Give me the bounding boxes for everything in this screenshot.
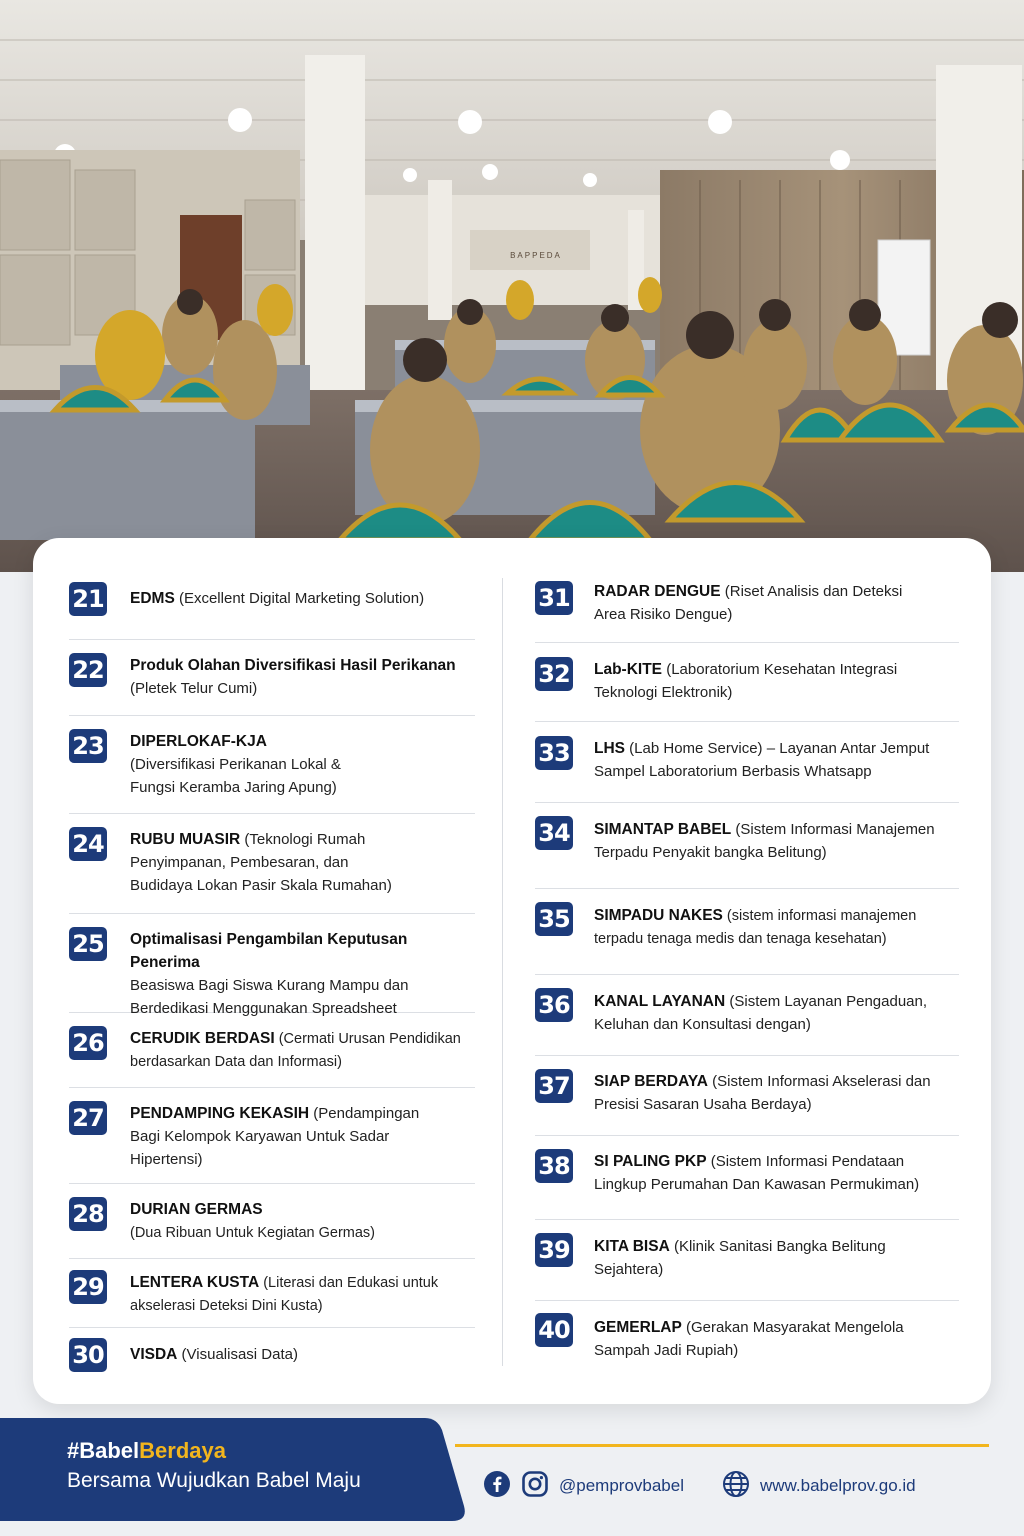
item-text — [594, 580, 914, 626]
item-title: LENTERA KUSTA — [130, 1274, 260, 1291]
innovation-list-card — [33, 538, 991, 1404]
list-item — [535, 1300, 959, 1370]
hashtag-highlight: Berdaya — [139, 1438, 226, 1463]
hashtag-prefix: #Babel — [67, 1438, 140, 1463]
item-number-badge: 28 — [69, 1197, 107, 1231]
column-divider — [502, 578, 503, 1366]
item-desc: (Literasi dan Edukasi untuk akselerasi Deteksi Dini Kusta) — [130, 1275, 439, 1314]
item-number-badge: 25 — [69, 927, 107, 961]
item-title: Optimalisasi Pengambilan Keputusan Penerima — [130, 931, 408, 971]
gold-divider-line — [455, 1444, 989, 1447]
list-item — [535, 1055, 959, 1136]
list-item — [69, 715, 475, 814]
list-item — [535, 1219, 959, 1301]
item-desc: (Diversifikasi Perikanan Lokal & Fungsi Keramba Jaring Apung) — [130, 756, 341, 796]
item-number-badge: 32 — [535, 657, 573, 691]
item-number-badge: 23 — [69, 729, 107, 763]
item-text — [130, 1343, 475, 1366]
item-desc: (Dua Ribuan Untuk Kegiatan Germas) — [130, 1225, 376, 1241]
tagline: Bersama Wujudkan Babel Maju — [67, 1469, 361, 1492]
item-text — [130, 730, 360, 799]
item-number-badge: 35 — [535, 902, 573, 936]
item-number-badge: 31 — [535, 581, 573, 615]
item-title: RADAR DENGUE — [594, 583, 721, 600]
item-desc: (Sistem Layanan Pengaduan, Keluhan dan Konsultasi dengan) — [594, 993, 928, 1033]
item-desc: (Laboratorium Kesehatan Integrasi Teknologi Elektronik) — [594, 661, 898, 701]
item-number-badge: 24 — [69, 827, 107, 861]
item-title: EDMS — [130, 590, 175, 607]
list-item — [69, 1183, 475, 1259]
item-number-badge: 29 — [69, 1270, 107, 1304]
item-desc: (Klinik Sanitasi Bangka Belitung Sejahtera) — [594, 1238, 886, 1278]
item-title: Lab-KITE — [594, 661, 663, 678]
item-desc: (Riset Analisis dan Deteksi Area Risiko Dengue) — [594, 583, 903, 623]
item-desc: (Teknologi Rumah Penyimpanan, Pembesaran, dan Budidaya Lokan Pasir Skala Rumahan) — [130, 831, 392, 894]
item-number-badge: 34 — [535, 816, 573, 850]
item-title: Produk Olahan Diversifikasi Hasil Perikanan — [130, 657, 456, 674]
item-desc: (sistem informasi manajemen terpadu tenaga medis dan tenaga kesehatan) — [594, 908, 917, 947]
hashtag — [67, 1438, 226, 1464]
list-item — [69, 639, 475, 716]
item-text — [130, 828, 415, 897]
item-desc: (Gerakan Masyarakat Mengelola Sampah Jadi Rupiah) — [594, 1319, 904, 1359]
item-desc: (Sistem Informasi Pendataan Lingkup Perumahan Dan Kawasan Permukiman) — [594, 1153, 920, 1193]
item-text — [594, 904, 939, 951]
item-title: SIAP BERDAYA — [594, 1073, 709, 1090]
website-link[interactable]: www.babelprov.go.id — [760, 1476, 916, 1495]
item-number-badge: 40 — [535, 1313, 573, 1347]
item-number-badge: 26 — [69, 1026, 107, 1060]
item-title: CERUDIK BERDASI — [130, 1030, 275, 1047]
list-item — [69, 813, 475, 914]
instagram-icon[interactable] — [521, 1470, 549, 1503]
list-item — [535, 721, 959, 803]
item-desc: (Pendampingan Bagi Kelompok Karyawan Untuk Sadar Hipertensi) — [130, 1105, 420, 1168]
item-text — [130, 1102, 445, 1171]
meeting-room-illustration — [0, 0, 1024, 572]
item-text — [130, 928, 470, 1020]
facebook-icon[interactable] — [483, 1470, 511, 1503]
item-number-badge: 22 — [69, 653, 107, 687]
list-item — [535, 888, 959, 975]
item-text — [594, 737, 950, 783]
item-title: GEMERLAP — [594, 1319, 682, 1336]
list-item — [535, 974, 959, 1056]
item-text — [130, 1027, 475, 1074]
item-number-badge: 27 — [69, 1101, 107, 1135]
item-desc: Beasiswa Bagi Siswa Kurang Mampu dan Berdedikasi Menggunakan Spreadsheet — [130, 977, 409, 1017]
globe-icon — [722, 1470, 750, 1503]
list-item — [535, 1135, 959, 1220]
item-title: SI PALING PKP — [594, 1153, 707, 1170]
item-desc: (Cermati Urusan Pendidikan berdasarkan Data dan Informasi) — [130, 1031, 461, 1070]
item-text — [130, 1198, 475, 1245]
item-desc: (Visualisasi Data) — [177, 1346, 298, 1363]
item-number-badge: 38 — [535, 1149, 573, 1183]
item-title: VISDA — [130, 1346, 178, 1363]
item-number-badge: 39 — [535, 1233, 573, 1267]
item-desc: (Pletek Telur Cumi) — [130, 680, 258, 697]
item-title: SIMPADU NAKES — [594, 907, 723, 924]
social-handle-group[interactable] — [483, 1470, 684, 1502]
item-number-badge: 36 — [535, 988, 573, 1022]
item-desc: (Sistem Informasi Manajemen Terpadu Penyakit bangka Belitung) — [594, 821, 935, 861]
list-item — [69, 1258, 475, 1328]
item-text — [130, 654, 475, 700]
item-title: RUBU MUASIR — [130, 831, 241, 848]
item-text — [594, 1070, 944, 1116]
list-item — [535, 642, 959, 722]
item-text — [594, 1150, 934, 1196]
list-item — [535, 580, 959, 643]
item-desc: (Sistem Informasi Akselerasi dan Presisi Sasaran Usaha Berdaya) — [594, 1073, 931, 1113]
item-text — [130, 1271, 475, 1318]
website-group[interactable] — [722, 1470, 916, 1502]
item-text — [594, 990, 939, 1036]
wall-sign-text: BAPPEDA — [510, 251, 562, 260]
item-title: KANAL LAYANAN — [594, 993, 726, 1010]
item-title: PENDAMPING KEKASIH — [130, 1105, 310, 1122]
item-text — [594, 658, 924, 704]
list-item — [69, 1012, 475, 1088]
header-photo — [0, 0, 1024, 572]
item-text — [594, 818, 944, 864]
item-number-badge: 21 — [69, 582, 107, 616]
item-title: KITA BISA — [594, 1238, 670, 1255]
list-item — [69, 580, 475, 640]
list-item — [69, 1327, 475, 1379]
item-title: SIMANTAP BABEL — [594, 821, 732, 838]
item-text — [130, 587, 475, 610]
list-item — [535, 802, 959, 889]
item-desc: (Excellent Digital Marketing Solution) — [174, 590, 425, 607]
list-item — [69, 913, 475, 1017]
list-item — [69, 1087, 475, 1184]
item-desc: (Lab Home Service) – Layanan Antar Jemput Sampel Laboratorium Berbasis Whatsapp — [594, 740, 930, 780]
item-number-badge: 33 — [535, 736, 573, 770]
item-title: LHS — [594, 740, 625, 757]
item-text — [594, 1235, 914, 1281]
item-number-badge: 37 — [535, 1069, 573, 1103]
item-title: DURIAN GERMAS — [130, 1201, 263, 1218]
item-number-badge: 30 — [69, 1338, 107, 1372]
social-handle-text[interactable]: @pemprovbabel — [559, 1476, 684, 1495]
item-text — [594, 1316, 924, 1362]
item-title: DIPERLOKAF-KJA — [130, 733, 267, 750]
